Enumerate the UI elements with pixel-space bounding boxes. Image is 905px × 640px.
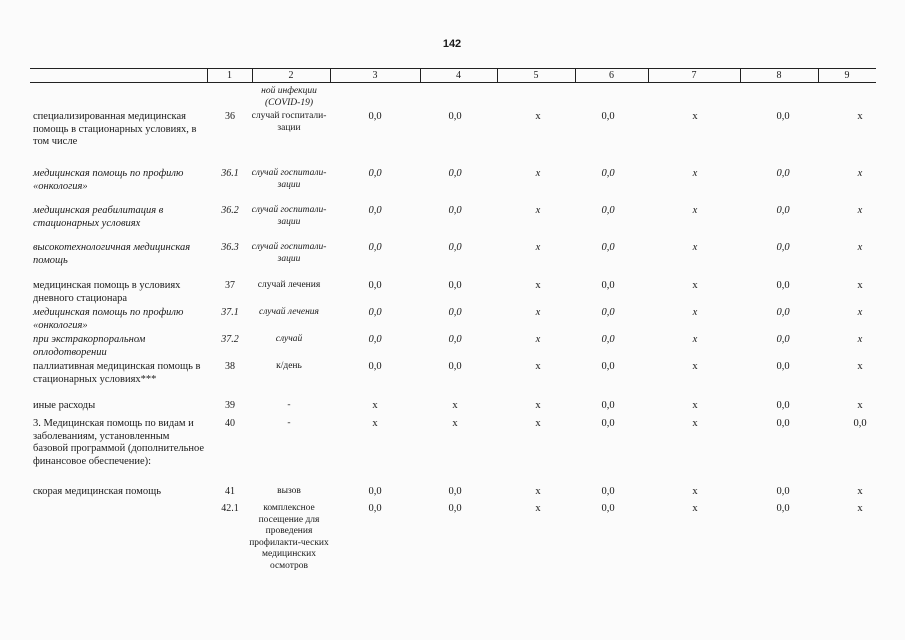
- row-value-col-5: x: [535, 418, 541, 429]
- row-value-col-9: x: [857, 205, 863, 216]
- row-value-col-7: x: [692, 168, 698, 179]
- row-label: высокотехнологичная медицинская помощь: [33, 242, 191, 266]
- row-value-col-6: 0,0: [601, 486, 615, 497]
- row-value-col-4: 0,0: [448, 280, 462, 291]
- row-value-col-6: 0,0: [601, 307, 615, 318]
- row-number: 42.1: [221, 503, 239, 514]
- row-unit: случай госпитали-зации: [251, 205, 327, 227]
- column-header-6: 6: [609, 70, 614, 81]
- row-value-col-4: 0,0: [448, 111, 462, 122]
- row-value-col-8: 0,0: [776, 242, 790, 253]
- column-header-7: 7: [691, 70, 697, 81]
- row-label: медицинская помощь в условиях дневного стационара: [33, 280, 181, 304]
- row-value-col-5: x: [535, 242, 541, 253]
- row-value-col-4: 0,0: [448, 486, 462, 497]
- row-value-col-8: 0,0: [776, 205, 790, 216]
- row-value-col-3: 0,0: [368, 307, 382, 318]
- row-number: 36.1: [221, 168, 239, 179]
- row-value-col-4: 0,0: [448, 334, 462, 345]
- row-label: скорая медицинская помощь: [33, 486, 161, 497]
- row-value-col-9: x: [857, 111, 863, 122]
- row-number: 37: [225, 280, 235, 291]
- column-header-8: 8: [776, 70, 782, 81]
- row-value-col-3: 0,0: [368, 205, 382, 216]
- row-value-col-3: 0,0: [368, 486, 382, 497]
- row-label: при экстракорпоральном оплодотворении: [33, 334, 146, 358]
- row-value-col-4: 0,0: [448, 168, 462, 179]
- row-label: паллиативная медицинская помощь в стационарных условиях***: [33, 361, 201, 385]
- row-value-col-5: x: [535, 503, 541, 514]
- row-unit: ной инфекции (COVID-19): [261, 86, 317, 108]
- row-number: 41: [225, 486, 235, 497]
- row-value-col-8: 0,0: [776, 361, 790, 372]
- row-value-col-3: 0,0: [368, 168, 382, 179]
- row-value-col-8: 0,0: [776, 418, 790, 429]
- row-value-col-6: 0,0: [601, 361, 615, 372]
- row-value-col-6: 0,0: [601, 280, 615, 291]
- row-value-col-3: 0,0: [368, 503, 382, 514]
- row-value-col-6: 0,0: [601, 400, 615, 411]
- column-header-2: 2: [288, 70, 294, 81]
- row-unit: -: [287, 400, 291, 410]
- row-unit: случай госпитали-зации: [251, 111, 327, 133]
- row-number: 40: [225, 418, 235, 429]
- row-label: иные расходы: [33, 400, 96, 411]
- row-value-col-4: 0,0: [448, 242, 462, 253]
- row-value-col-7: x: [692, 418, 698, 429]
- row-value-col-9: x: [857, 168, 863, 179]
- row-value-col-3: 0,0: [368, 361, 382, 372]
- row-unit: к/день: [276, 361, 302, 371]
- row-value-col-6: 0,0: [601, 418, 615, 429]
- row-value-col-3: x: [372, 418, 378, 429]
- row-value-col-9: x: [857, 334, 863, 345]
- page-number: 142: [442, 38, 462, 50]
- row-unit: случай: [275, 334, 303, 344]
- row-value-col-7: x: [692, 205, 698, 216]
- row-value-col-3: 0,0: [368, 111, 382, 122]
- column-header-4: 4: [456, 70, 461, 81]
- row-value-col-7: x: [692, 242, 698, 253]
- row-value-col-7: x: [692, 400, 698, 411]
- row-unit: вызов: [277, 486, 301, 496]
- row-number: 36.2: [221, 205, 239, 216]
- row-value-col-6: 0,0: [601, 168, 615, 179]
- row-value-col-9: x: [857, 307, 863, 318]
- row-value-col-5: x: [535, 111, 541, 122]
- row-value-col-8: 0,0: [776, 111, 790, 122]
- row-value-col-5: x: [535, 486, 541, 497]
- row-number: 39: [225, 400, 235, 411]
- row-value-col-9: x: [857, 280, 863, 291]
- row-value-col-4: x: [452, 418, 458, 429]
- row-value-col-6: 0,0: [601, 205, 615, 216]
- row-value-col-4: 0,0: [448, 205, 462, 216]
- row-value-col-5: x: [535, 168, 541, 179]
- table-top-border: [30, 68, 876, 69]
- row-unit: -: [287, 418, 291, 428]
- row-value-col-4: 0,0: [448, 361, 462, 372]
- row-value-col-9: x: [857, 361, 863, 372]
- row-unit: случай госпитали-зации: [251, 242, 327, 264]
- row-value-col-4: 0,0: [448, 503, 462, 514]
- row-number: 38: [225, 361, 235, 372]
- row-value-col-7: x: [692, 486, 698, 497]
- row-label: медицинская реабилитация в стационарных условиях: [33, 205, 164, 229]
- row-value-col-3: 0,0: [368, 334, 382, 345]
- row-value-col-8: 0,0: [776, 486, 790, 497]
- row-value-col-5: x: [535, 307, 541, 318]
- row-value-col-7: x: [692, 280, 698, 291]
- row-number: 36: [225, 111, 235, 122]
- column-header-9: 9: [844, 70, 850, 81]
- row-label: 3. Медицинская помощь по видам и заболеваниям, установленным базовой программой (дополнительное финансовое обеспечение):: [33, 418, 205, 467]
- row-value-col-8: 0,0: [776, 307, 790, 318]
- row-value-col-3: 0,0: [368, 242, 382, 253]
- row-value-col-7: x: [692, 111, 698, 122]
- row-value-col-8: 0,0: [776, 400, 790, 411]
- row-value-col-6: 0,0: [601, 111, 615, 122]
- row-number: 37.1: [221, 307, 239, 318]
- row-unit: случай госпитали-зации: [251, 168, 327, 190]
- row-unit: комплексное посещение для проведения профилакти-ческих медицинских осмотров: [249, 503, 329, 571]
- row-value-col-8: 0,0: [776, 168, 790, 179]
- column-header-1: 1: [227, 70, 232, 81]
- row-value-col-8: 0,0: [776, 334, 790, 345]
- row-label: медицинская помощь по профилю «онкология»: [33, 168, 184, 192]
- row-label: специализированная медицинская помощь в стационарных условиях, в том числе: [33, 111, 197, 147]
- row-number: 36.3: [221, 242, 239, 253]
- row-value-col-3: 0,0: [368, 280, 382, 291]
- row-value-col-7: x: [692, 361, 698, 372]
- row-value-col-5: x: [535, 400, 541, 411]
- row-value-col-8: 0,0: [776, 280, 790, 291]
- row-value-col-6: 0,0: [601, 334, 615, 345]
- row-value-col-7: x: [692, 334, 698, 345]
- row-label: медицинская помощь по профилю «онкология»: [33, 307, 184, 331]
- row-value-col-5: x: [535, 334, 541, 345]
- row-value-col-9: x: [857, 242, 863, 253]
- row-value-col-7: x: [692, 503, 698, 514]
- column-header-5: 5: [533, 70, 539, 81]
- row-value-col-5: x: [535, 280, 541, 291]
- header-bottom-border: [30, 82, 876, 83]
- row-value-col-9: x: [857, 400, 863, 411]
- row-unit: случай лечения: [257, 280, 321, 290]
- row-value-col-3: x: [372, 400, 378, 411]
- row-unit: случай лечения: [259, 307, 319, 317]
- row-value-col-5: x: [535, 205, 541, 216]
- column-header-3: 3: [372, 70, 378, 81]
- row-value-col-5: x: [535, 361, 541, 372]
- row-value-col-9: 0,0: [853, 418, 867, 429]
- row-value-col-6: 0,0: [601, 503, 615, 514]
- row-number: 37.2: [221, 334, 239, 345]
- row-value-col-6: 0,0: [601, 242, 615, 253]
- row-value-col-4: x: [452, 400, 458, 411]
- row-value-col-4: 0,0: [448, 307, 462, 318]
- row-value-col-9: x: [857, 503, 863, 514]
- row-value-col-8: 0,0: [776, 503, 790, 514]
- row-value-col-9: x: [857, 486, 863, 497]
- row-value-col-7: x: [692, 307, 698, 318]
